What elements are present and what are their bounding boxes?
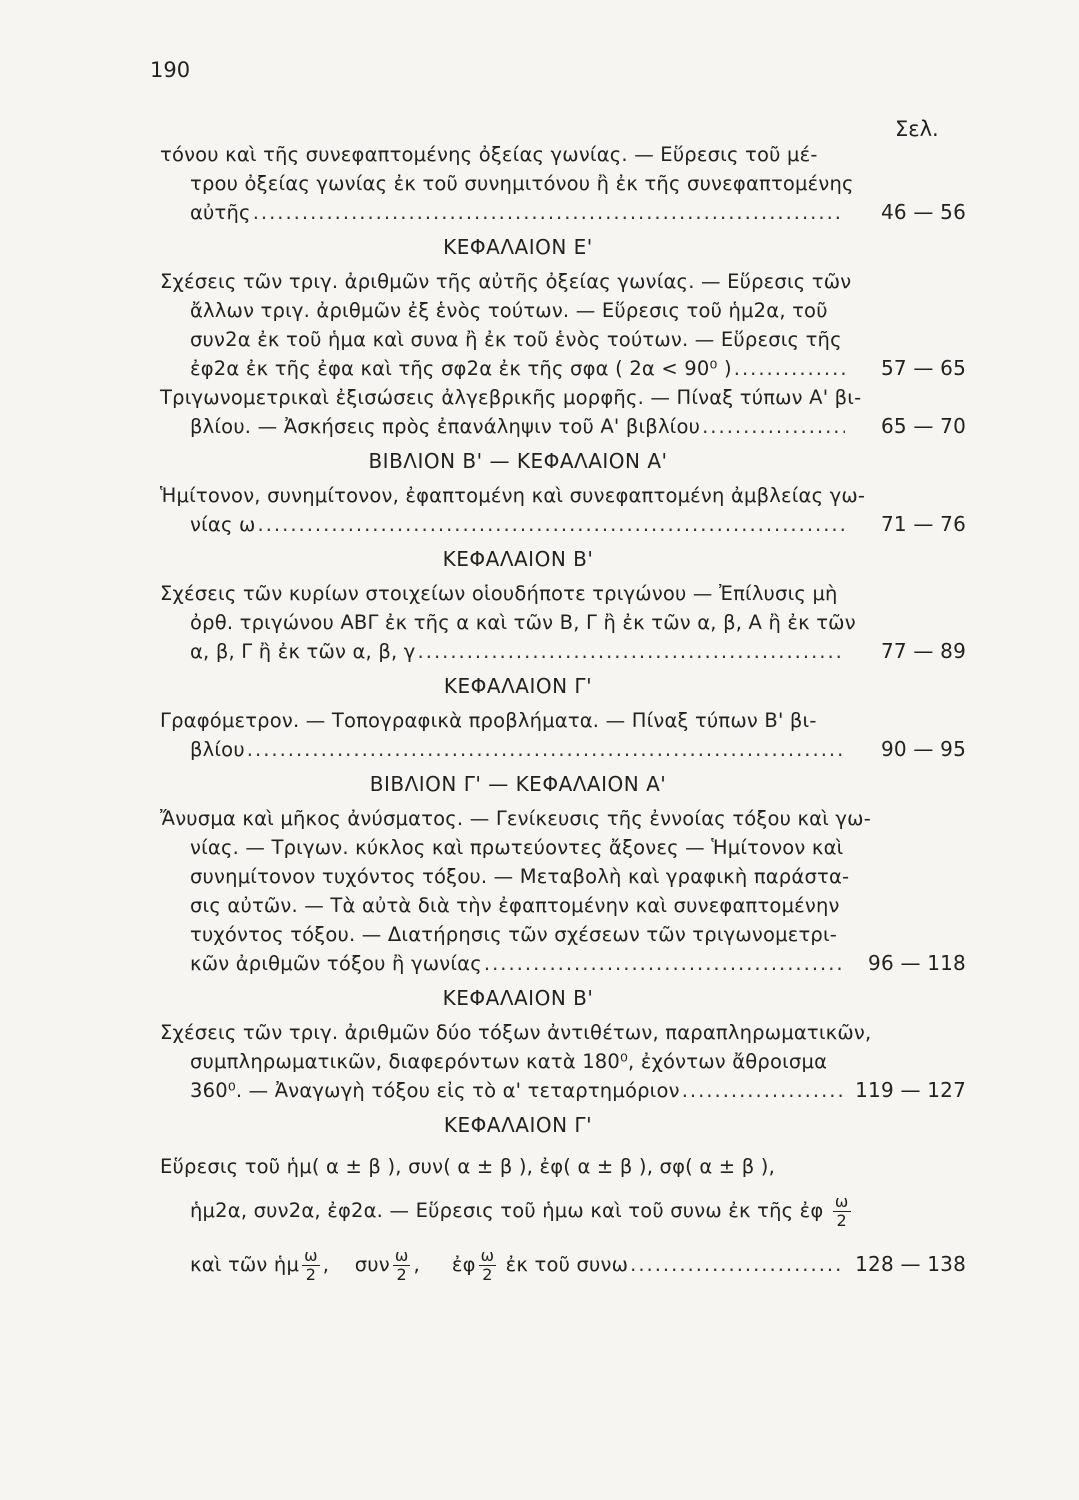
entry-line: Σχέσεις τῶν κυρίων στοιχείων οἱουδήποτε τριγώνου — Ἐπίλυσις μὴ [160, 582, 838, 605]
leader-dots [247, 735, 845, 764]
entry-last-line [160, 735, 966, 764]
fraction-denominator: 2 [479, 1265, 497, 1284]
chapter-heading: ΚΕΦΑΛΑΙΟΝ Β' [442, 547, 594, 571]
entry-line: Σχέσεις τῶν τριγ. ἀριθμῶν τῆς αὐτῆς ὀξείας γωνίας. — Εὕρεσις τῶν [160, 270, 852, 293]
toc-entry [160, 579, 966, 666]
fraction [393, 1247, 411, 1284]
entry-line [160, 1189, 966, 1233]
entry-last-line [160, 637, 966, 666]
chapter-heading: ΚΕΦΑΛΑΙΟΝ Γ' [443, 674, 593, 698]
entry-text: ἡμ2α, συν2α, ἐφ2α. — Εὕρεσις τοῦ ἡμω καὶ τοῦ συνω ἐκ τῆς ἐφ [190, 1199, 824, 1222]
entry-line: συμπληρωματικῶν, διαφερόντων κατὰ 180⁰, ἐχόντων ἄθροισμα [190, 1050, 828, 1073]
entry-line: ὀρθ. τριγώνου ΑΒΓ ἐκ τῆς α καὶ τῶν Β, Γ ἢ ἐκ τῶν α, β, Α ἢ ἐκ τῶν [190, 611, 856, 634]
page-range: 71 — 76 [880, 512, 966, 536]
fraction-numerator: ω [394, 1246, 409, 1265]
pages-column-header: Σελ. [895, 117, 939, 141]
leader-dots [682, 1076, 845, 1105]
page-range: 119 — 127 [855, 1078, 966, 1102]
toc-entry [160, 383, 966, 441]
toc-entry [160, 1145, 966, 1295]
leader-dots [734, 354, 845, 383]
entry-line: ἄλλων τριγ. ἀριθμῶν ἐξ ἑνὸς τούτων. — Εὕρεσις τοῦ ἡμ2α, τοῦ [190, 299, 828, 322]
fraction-numerator: ω [304, 1246, 318, 1265]
entry-line: σις αὐτῶν. — Τὰ αὐτὰ διὰ τὴν ἐφαπτομένην καὶ συνεφαπτομένην [190, 894, 840, 917]
leader-dots [630, 1234, 845, 1296]
entry-text: ἐφ2α ἐκ τῆς ἐφα καὶ τῆς σφ2α ἐκ τῆς σφα ( 2α < 90⁰ ) [190, 357, 732, 380]
fraction [833, 1193, 851, 1230]
page-range: 46 — 56 [880, 200, 966, 224]
entry-line: Εὕρεσις τοῦ ἡμ( α ± β ), συν( α ± β ), ἐφ( α ± β ), σφ( α ± β ), [160, 1155, 775, 1178]
toc-entry [160, 1018, 966, 1105]
entry-line: Σχέσεις τῶν τριγ. ἀριθμῶν δύο τόξων ἀντιθέτων, παραπληρωματικῶν, [160, 1021, 872, 1044]
chapter-heading: ΚΕΦΑΛΑΙΟΝ Β' [442, 986, 594, 1010]
fraction-denominator: 2 [393, 1265, 411, 1284]
entry-text: νίας ω [190, 513, 256, 536]
fraction [302, 1247, 320, 1284]
leader-dots [253, 198, 845, 227]
fraction-numerator: ω [834, 1192, 849, 1211]
entry-line: νίας. — Τριγων. κύκλος καὶ πρωτεύοντες ἄξονες — Ἡμίτονον καὶ [190, 836, 844, 859]
entry-last-line [160, 412, 966, 441]
toc-entry [160, 267, 966, 383]
fraction-denominator: 2 [833, 1211, 851, 1230]
toc-entry [160, 706, 966, 764]
entry-last-line [160, 198, 966, 227]
book-chapter-heading: ΒΙΒΛΙΟΝ Β' — ΚΕΦΑΛΑΙΟΝ Α' [368, 449, 668, 473]
leader-dots [484, 949, 845, 978]
page-range: 128 — 138 [855, 1252, 966, 1276]
chapter-heading: ΚΕΦΑΛΑΙΟΝ Γ' [443, 1113, 593, 1137]
leader-dots [258, 510, 845, 539]
formula-syn: συν [354, 1253, 390, 1276]
page-number: 190 [150, 58, 191, 82]
entry-text-formula: καὶ τῶν ἡμ $\frac{\omega}{2}$ , συν $\frac{\omega}{2}$ , ἐφ $\frac{\omega}{2}$ ἐκ τοῦ συνω [190, 1246, 629, 1284]
leader-dots [702, 412, 845, 441]
entry-last-line [160, 1233, 966, 1295]
entry-line: τρου ὀξείας γωνίας ἐκ τοῦ συνημιτόνου ἢ ἐκ τῆς συνεφαπτομένης [190, 172, 854, 195]
entry-text: αὐτῆς [190, 201, 251, 224]
entry-line: συν2α ἐκ τοῦ ἡμα καὶ συνα ἢ ἐκ τοῦ ἑνὸς τούτων. — Εὕρεσις τῆς [190, 328, 842, 351]
page-range: 77 — 89 [880, 639, 966, 663]
fraction [479, 1247, 497, 1284]
formula-ef: ἐφ [451, 1253, 476, 1276]
entry-line: Γραφόμετρον. — Τοπογραφικὰ προβλήματα. — Πίναξ τύπων Β' βι- [160, 709, 817, 732]
entry-last-line [160, 1076, 966, 1105]
table-of-contents [160, 140, 966, 1295]
entry-line: τόνου καὶ τῆς συνεφαπτομένης ὀξείας γωνίας. — Εὕρεσις τοῦ μέ- [160, 143, 818, 166]
page-range: 90 — 95 [880, 737, 966, 761]
toc-entry [160, 481, 966, 539]
entry-last-line [160, 510, 966, 539]
toc-entry [160, 140, 966, 227]
page-range: 65 — 70 [880, 414, 966, 438]
leader-dots [418, 637, 845, 666]
entry-text: α, β, Γ ἢ ἐκ τῶν α, β, γ [190, 640, 416, 663]
entry-text: κῶν ἀριθμῶν τόξου ἢ γωνίας [190, 952, 482, 975]
entry-line: Ἡμίτονον, συνημίτονον, ἐφαπτομένη καὶ συνεφαπτομένη ἀμβλείας γω- [160, 484, 866, 507]
entry-text: βλίου. — Ἀσκήσεις πρὸς ἐπανάληψιν τοῦ Α' βιβλίου [190, 415, 701, 438]
book-chapter-heading: ΒΙΒΛΙΟΝ Γ' — ΚΕΦΑΛΑΙΟΝ Α' [369, 772, 667, 796]
formula-suffix: ἐκ τοῦ συνω [505, 1253, 629, 1276]
entry-last-line [160, 949, 966, 978]
fraction-denominator: 2 [302, 1265, 320, 1284]
fraction-numerator: ω [480, 1246, 495, 1265]
formula-prefix: καὶ τῶν ἡμ [190, 1253, 300, 1276]
page-range: 57 — 65 [880, 356, 966, 380]
page-range: 96 — 118 [868, 951, 966, 975]
entry-text: 360⁰. — Ἀναγωγὴ τόξου εἰς τὸ α' τεταρτημόριον [190, 1079, 680, 1102]
chapter-heading: ΚΕΦΑΛΑΙΟΝ Ε' [443, 235, 593, 259]
entry-line: συνημίτονον τυχόντος τόξου. — Μεταβολὴ καὶ γραφικὴ παράστα- [190, 865, 850, 888]
entry-line: τυχόντος τόξου. — Διατήρησις τῶν σχέσεων τῶν τριγωνομετρι- [190, 923, 838, 946]
toc-entry [160, 804, 966, 978]
entry-line: Τριγωνομετρικαὶ ἐξισώσεις ἀλγεβρικῆς μορφῆς. — Πίναξ τύπων Α' βι- [160, 386, 862, 409]
entry-line: Ἄνυσμα καὶ μῆκος ἀνύσματος. — Γενίκευσις τῆς ἐννοίας τόξου καὶ γω- [160, 807, 871, 830]
entry-text: βλίου [190, 738, 245, 761]
entry-last-line [160, 354, 966, 383]
